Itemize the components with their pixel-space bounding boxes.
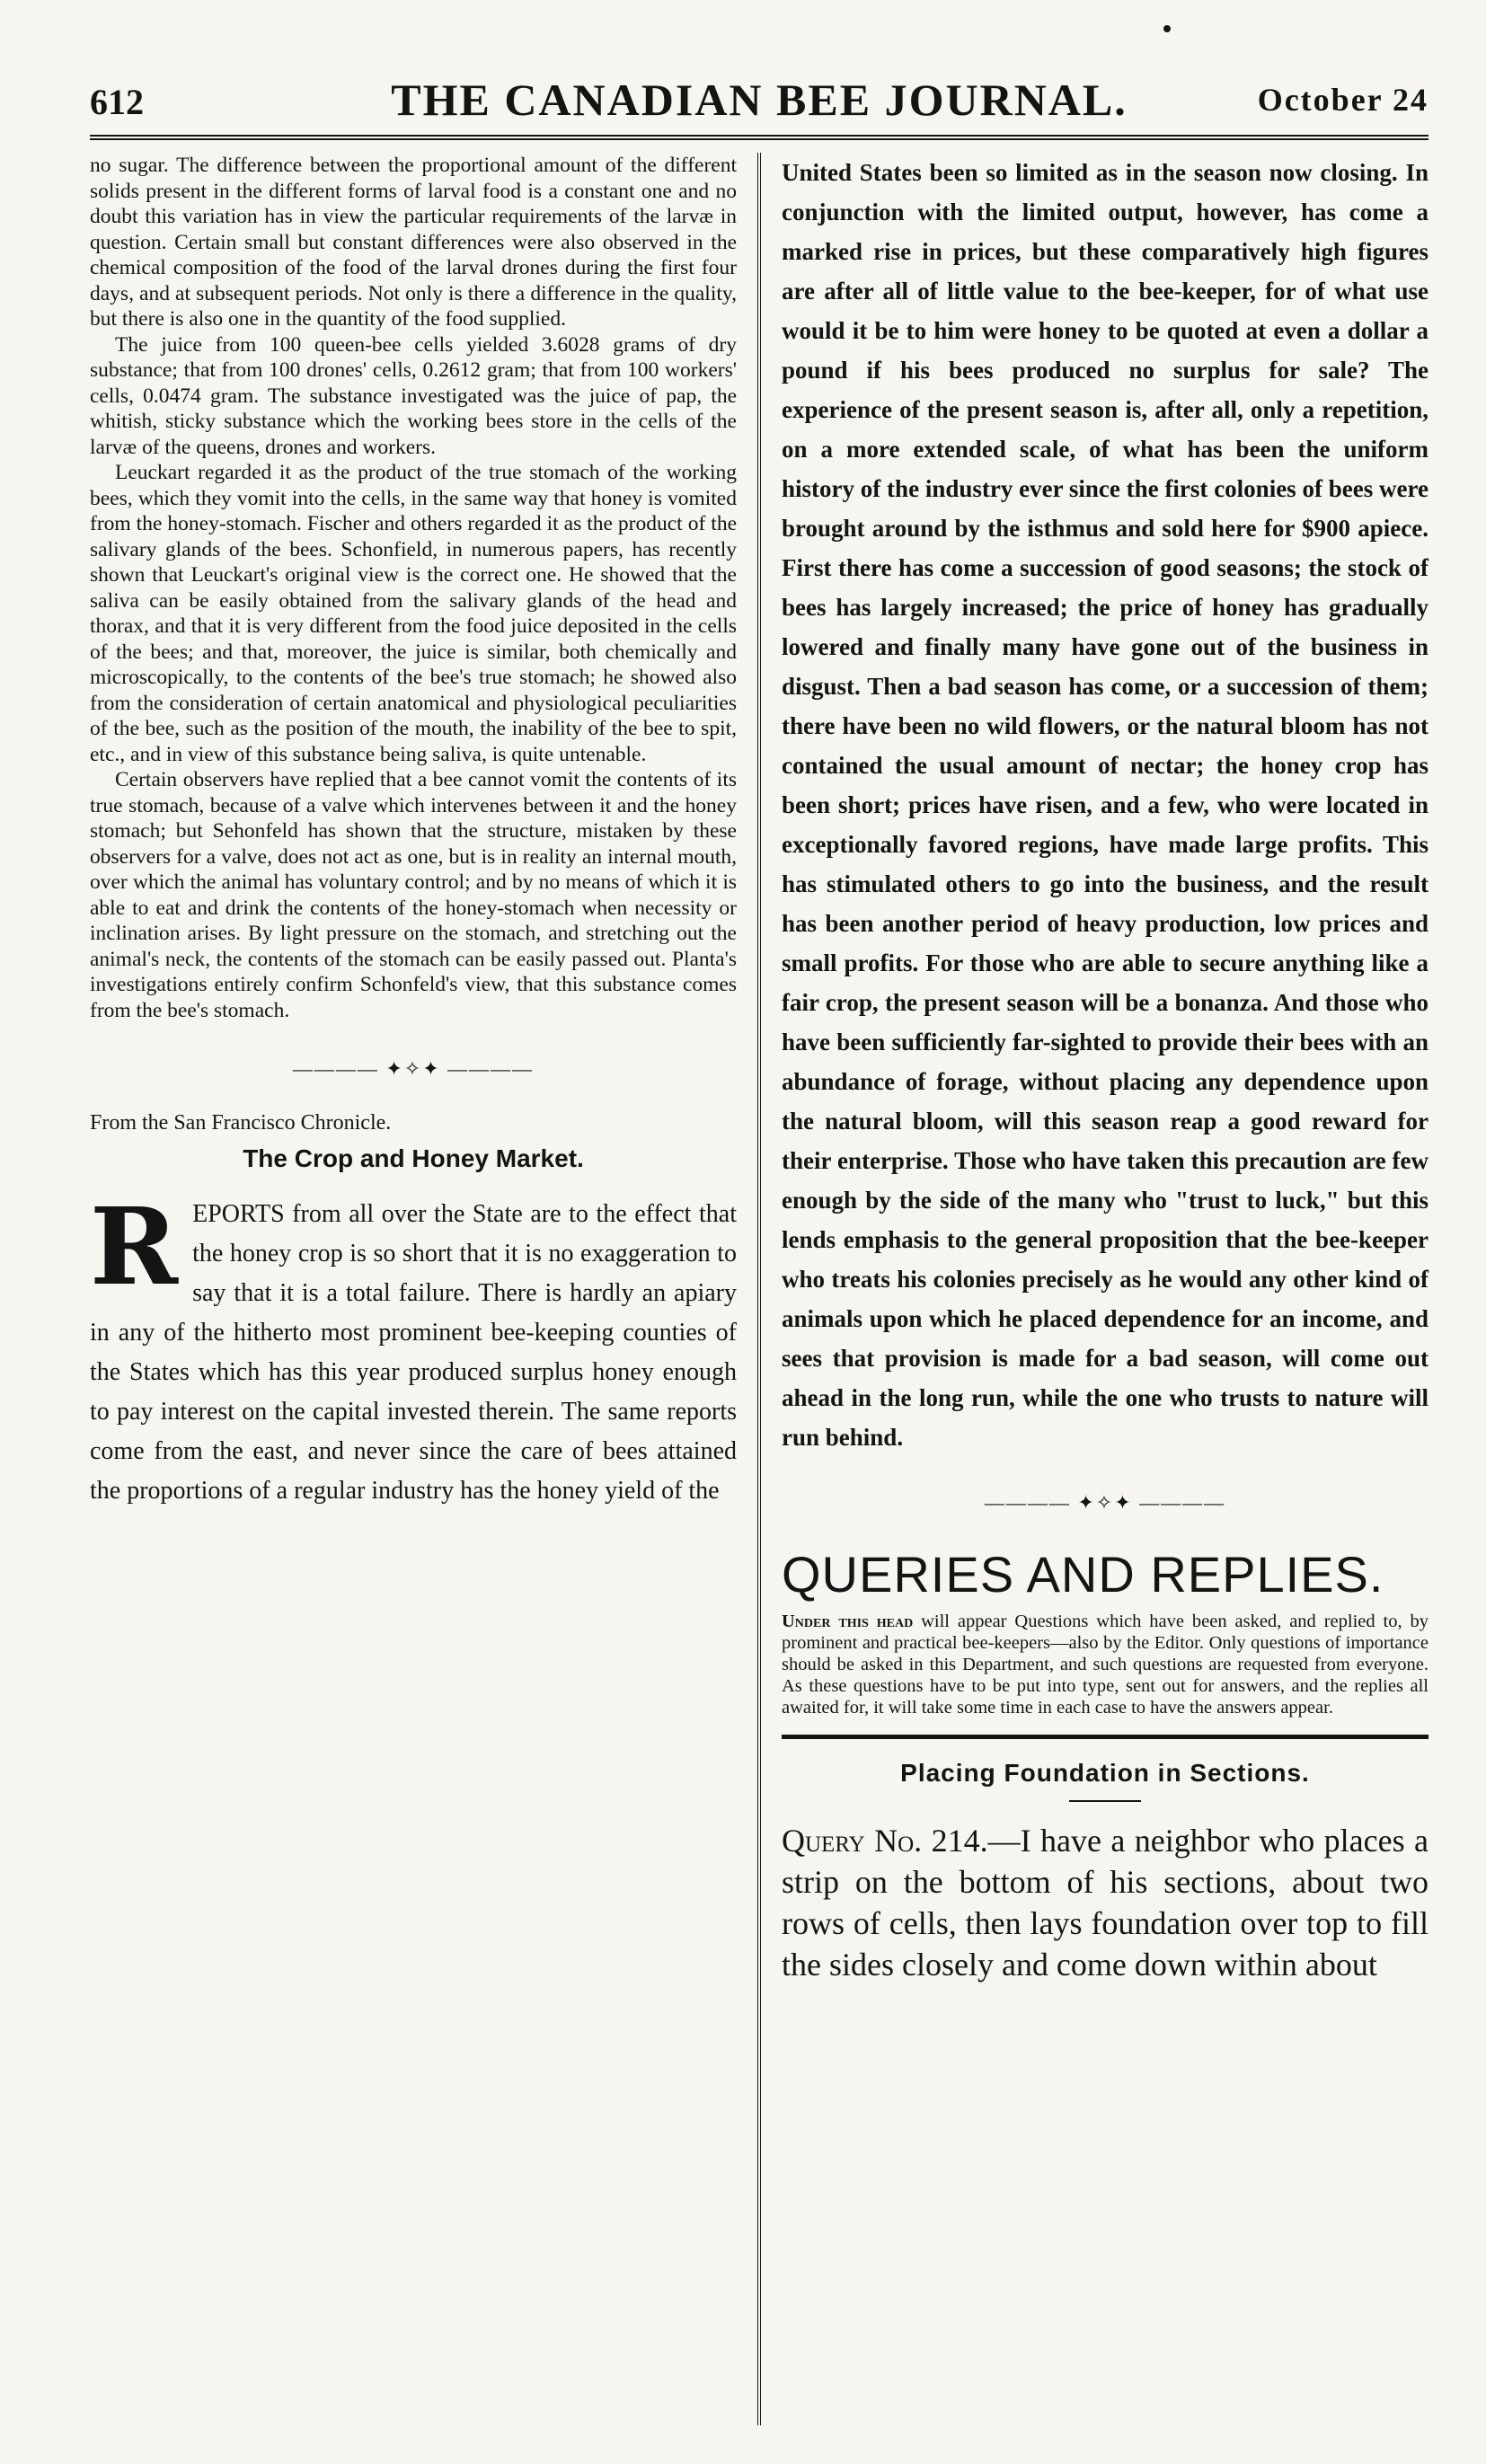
section-ornament: ———— ✦✧✦ ———— (292, 1057, 535, 1080)
article-continuation: United States been so limited as in the season now closing. In conjunction with the limited output, however, has come a marked rise in prices, but these comparatively high figures are after all of little value to the bee-keeper, for of what use would it be to him were honey to be quoted at even a dollar a pound if his bees produced no surplus for sale? The experience of the present season is, after all, only a repetition, on a more extended scale, of what has been the uniform history of the industry ever since the first colonies of bees were brought around by the isthmus and sold here for $900 apiece. First there has come a succession of good seasons; the stock of bees has largely increased; the price of honey has gradually lowered and finally many have gone out of the business in disgust. Then a bad season has come, or a succession of them; there have been no wild flowers, or the natural bloom has not contained the usual amount of nectar; the honey crop has been short; prices have risen, and a few, who were located in exceptionally favored regions, have made large profits. This has stimulated others to go into the business, and the result has been another period of heavy production, low prices and small profits. For those who are able to secure anything like a fair crop, the present season will be a bonanza. And those who have been sufficiently far-sighted to provide their bees with an abundance of forage, without placing any dependence upon the natural bloom, will this season reap a good reward for their enterprise. Those who have taken this precaution are few enough by the side of the many who "trust to luck," but this lends emphasis to the general proposition that the bee-keeper who treats his colonies precisely as he would any other kind of animals upon which he placed dependence for an income, and sees that provision is made for a bad season, will come out ahead in the long run, while the one who trusts to nature will run behind. (782, 159, 1429, 1451)
paragraph: Leuckart regarded it as the product of the true stomach of the working bees, which they vomit into the cells, in the same way that honey is vomited from the honey-stomach. Fischer and others regarded it as the product of the salivary glands of the bees. Schonfield, in numerous papers, has recently shown that Leuckart's original view is the correct one. He showed that the saliva can be easily obtained from the salivary glands of the head and thorax, and that it is very different from the food juice deposited in the cells of the bees; and that, moreover, the juice is similar, both chemically and microscopically, to the contents of the bee's true stomach; he showed also from the consideration of certain anatomical and physiological peculiarities of the bee, such as the position of the mouth, the inability of the bee to spit, etc., and in view of this substance being saliva, is quite untenable. (90, 461, 737, 766)
running-header (90, 54, 1429, 140)
queries-intro-text: will appear Questions which have been asked, and replied to, by prominent and practical bee-keepers—also by the Editor. Only questions of importance should be asked in this Department, and such questions are requested from everyone. As these questions have to be put into type, sent out for answers, and the replies all awaited for, it will take some time in each case to have the answers appear. (782, 1612, 1429, 1718)
query-label: Query No. 214. (782, 1823, 988, 1859)
section-title: Placing Foundation in Sections. (900, 1759, 1310, 1787)
article-columns (90, 153, 1429, 2425)
queries-intro-lead: Under this head (782, 1612, 914, 1631)
journal-page (90, 54, 1429, 2425)
queries-heading: QUERIES AND REPLIES. (782, 1546, 1384, 1603)
article-title: The Crop and Honey Market. (243, 1144, 584, 1172)
drop-cap: R (90, 1184, 179, 1309)
column-divider (757, 153, 761, 2425)
article-body: EPORTS from all over the State are to the effect that the honey crop is so short that it is no exaggeration to say that it is a total failure. There is hardly an apiary in any of the hitherto most prominent bee-keeping counties of the States which has this year produced surplus honey enough to pay interest on the capital invested therein. The same reports come from the east, and never since the care of bees attained the proportions of a regular industry has the honey yield of the (90, 1200, 737, 1505)
section-ornament: ———— ✦✧✦ ———— (984, 1491, 1226, 1514)
paragraph: Certain observers have replied that a bee cannot vomit the contents of its true stomach, because of a valve which intervenes between it and the honey stomach; but Sehonfeld has shown that the structure, mistaken by these observers for a valve, does not act as one, but is in reality an internal mouth, over which the animal has voluntary control; and by no means of which it is able to eat and drink the contents of the honey-stomach when necessity or inclination arises. By light pressure on the stomach, and stretching out the animal's neck, the contents of the stomach can be easily passed out. Planta's investigations entirely confirm Schonfeld's view, that this substance comes from the bee's stomach. (90, 768, 737, 1022)
issue-date: October 24 (1257, 82, 1429, 118)
left-column (90, 153, 737, 2425)
query-paragraph (782, 1820, 1429, 1985)
crop-market-article (90, 1184, 737, 1511)
paragraph: no sugar. The difference between the proportional amount of the different solids present in the different forms of larval food is a constant one and no doubt this variation has in view the particular requirements of the larvæ in question. Certain small but constant differences were also observed in the chemical composition of the food of the larval drones during the first four days, and at subsequent periods. Not only is there a difference in the quality, but there is also one in the quantity of the food supplied. (90, 154, 737, 331)
paragraph: The juice from 100 queen-bee cells yielded 3.6028 grams of dry substance; that from 100 drones' cells, 0.2612 gram; that from 100 workers' cells, 0.0474 gram. The substance investigated was the juice of pap, the whitish, sticky substance which the working bees store in the cells of the larvæ of the queens, drones and workers. (90, 332, 737, 459)
section-rule (782, 1735, 1429, 1739)
larval-food-article (90, 153, 737, 1023)
query-text: —I have a neighbor who places a strip on the bottom of his sections, about two rows of cells, then lays foundation over top to fill the sides closely and come down within about (782, 1823, 1429, 1983)
right-column (782, 153, 1429, 2425)
source-line: From the San Francisco Chronicle. (90, 1111, 392, 1135)
title-rule (1069, 1800, 1141, 1802)
journal-title: THE CANADIAN BEE JOURNAL. (391, 75, 1128, 125)
page-number: 612 (90, 82, 144, 122)
queries-intro (782, 1611, 1429, 1718)
print-speck (1163, 25, 1171, 32)
